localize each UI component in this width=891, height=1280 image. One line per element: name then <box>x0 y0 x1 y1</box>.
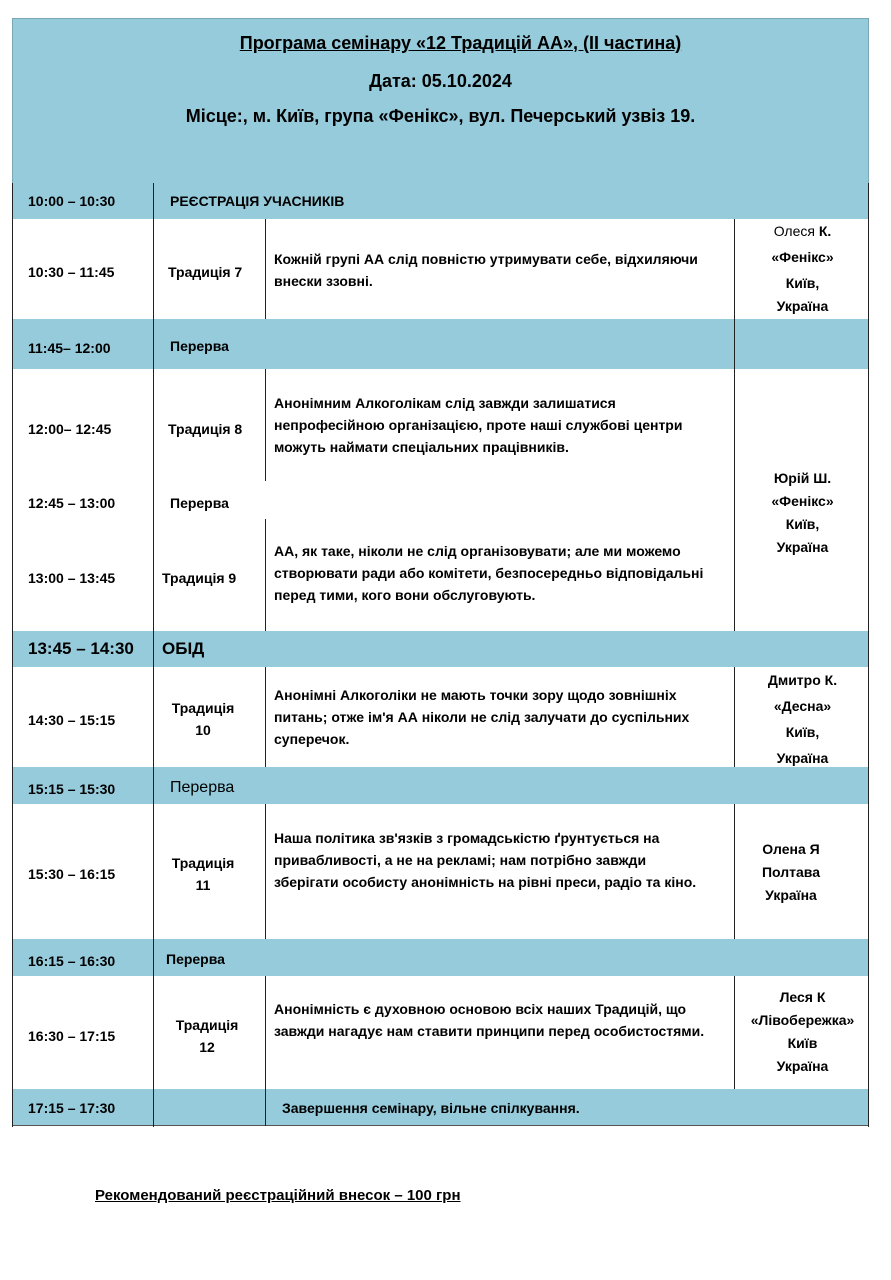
row-label: Перерва <box>170 779 235 796</box>
tradition-text: Анонімність є духовною основою всіх наших Традицій, що завжди нагадує нам ставити принципи перед особистостями. <box>274 1001 705 1039</box>
row-break-4 <box>12 939 869 976</box>
row-time: 15:30 – 16:15 <box>28 866 116 882</box>
speaker-group: «Десна» <box>773 698 832 714</box>
row-break-1 <box>12 319 869 369</box>
row-time: 11:45– 12:00 <box>28 340 111 356</box>
row-time: 10:30 – 11:45 <box>28 264 115 280</box>
speaker-name-plain: Олеся <box>773 223 815 239</box>
column-divider-time <box>153 183 154 1127</box>
speaker-info <box>736 220 869 318</box>
speaker-city: Київ <box>787 1035 818 1051</box>
speaker-group: «Фенікс» <box>771 493 834 509</box>
row-label: Перерва <box>170 338 229 354</box>
row-time: 10:00 – 10:30 <box>28 193 116 209</box>
speaker-group: «Фенікс» <box>771 249 834 265</box>
row-tradition-7 <box>12 219 869 319</box>
speaker-info <box>736 986 869 1078</box>
program-sheet <box>12 18 869 1128</box>
row-time-t9: 13:00 – 13:45 <box>28 570 116 586</box>
speaker-name: Леся К <box>779 989 826 1005</box>
speaker-group: «Лівобережка» <box>750 1012 855 1028</box>
row-tradition-12 <box>12 976 869 1089</box>
column-divider-text <box>265 976 266 1126</box>
row-lunch <box>12 631 869 667</box>
row-break-3 <box>12 767 869 804</box>
program-header <box>12 18 869 184</box>
tradition-text: Наша політика зв'язків з громадськістю ґрунтується на привабливості, а не на рекламі; нам потрібно завжди зберігати особисту анонімність на рівні преси, радіо та кіно. <box>274 830 697 890</box>
tradition-label-line2: 11 <box>195 877 211 893</box>
program-date: Дата: 05.10.2024 <box>369 71 512 91</box>
table-border-right <box>868 183 869 1127</box>
speaker-country: Україна <box>776 1058 829 1074</box>
row-label: ОБІД <box>162 639 205 658</box>
program-place: Місце:, м. Київ, група «Фенікс», вул. Печерський узвіз 19. <box>185 106 696 126</box>
tradition-label-line2: 10 <box>195 722 211 738</box>
column-divider-speaker <box>734 804 735 939</box>
speaker-name: Юрій Ш. <box>773 470 832 486</box>
row-time: 13:45 – 14:30 <box>28 639 134 658</box>
speaker-city: Київ, <box>785 516 820 532</box>
row-closing <box>12 1089 869 1126</box>
tradition-text-9: АА, як таке, ніколи не слід організовувати; але ми можемо створювати ради або комітети, безпосередньо відповідальні перед тими, кого вони обслуговують. <box>274 543 704 603</box>
speaker-city: Київ, <box>785 724 820 740</box>
tradition-label: Традиція 7 <box>168 264 243 280</box>
row-time: 16:15 – 16:30 <box>28 953 116 969</box>
speaker-name: Олена Я <box>762 841 820 857</box>
column-divider-text <box>265 219 266 319</box>
row-time: 14:30 – 15:15 <box>28 712 116 728</box>
tradition-label-8: Традиція 8 <box>168 421 243 437</box>
speaker-info <box>736 838 846 907</box>
row-time: 17:15 – 17:30 <box>28 1100 116 1116</box>
program-title: Програма семінару «12 Традицій АА», (ІІ частина) <box>239 33 682 53</box>
column-divider-speaker <box>734 219 735 369</box>
row-label: Перерва <box>166 951 225 967</box>
tradition-label-line1: Традиція <box>171 855 235 871</box>
tradition-label-line1: Традиція <box>171 700 235 716</box>
column-divider-text <box>265 519 266 631</box>
row-tradition-10 <box>12 667 869 767</box>
column-divider-speaker <box>734 369 735 631</box>
column-divider-speaker <box>734 667 735 767</box>
column-divider-text <box>265 804 266 939</box>
row-label: Завершення семінару, вільне спілкування. <box>282 1100 580 1116</box>
speaker-info <box>736 467 869 559</box>
row-time-break-2: 12:45 – 13:00 <box>28 495 116 511</box>
row-tradition-11 <box>12 804 869 939</box>
table-border-left <box>12 183 13 1127</box>
row-label-break-2: Перерва <box>170 495 229 511</box>
tradition-text-8: Анонімним Алкоголікам слід завжди залишатися непрофесійною організацією, проте наші службові центри можуть наймати спеціальних працівників. <box>274 395 683 455</box>
row-registration <box>12 183 869 219</box>
speaker-city: Полтава <box>761 864 820 880</box>
row-label: РЕЄСТРАЦІЯ УЧАСНИКІВ <box>170 193 345 209</box>
column-divider-speaker <box>734 976 735 1089</box>
tradition-text: Кожній групі АА слід повністю утримувати себе, відхиляючи внески ззовні. <box>274 251 698 289</box>
tradition-label-9: Традиція 9 <box>162 570 237 586</box>
speaker-name: Дмитро К. <box>767 672 838 688</box>
row-time-t8: 12:00– 12:45 <box>28 421 112 437</box>
column-divider-text <box>265 369 266 481</box>
speaker-country: Україна <box>765 887 817 903</box>
row-time: 16:30 – 17:15 <box>28 1028 116 1044</box>
speaker-country: Україна <box>776 539 829 555</box>
tradition-label-line2: 12 <box>199 1039 215 1055</box>
tradition-text: Анонімні Алкоголіки не мають точки зору щодо зовнішніх питань; отже ім'я АА ніколи не слід залучати до суспільних суперечок. <box>274 687 690 747</box>
speaker-country: Україна <box>776 750 829 766</box>
speaker-info <box>736 667 869 771</box>
tradition-label-line1: Традиція <box>175 1017 239 1033</box>
registration-fee-note: Рекомендований реєстраційний внесок – 100 грн <box>95 1187 461 1204</box>
column-divider-text <box>265 667 266 767</box>
speaker-city: Київ, <box>785 275 820 291</box>
row-time: 15:15 – 15:30 <box>28 781 116 797</box>
speaker-country: Україна <box>776 298 829 314</box>
speaker-name-bold: К. <box>818 223 832 239</box>
row-block-traditions-8-9 <box>12 369 869 631</box>
